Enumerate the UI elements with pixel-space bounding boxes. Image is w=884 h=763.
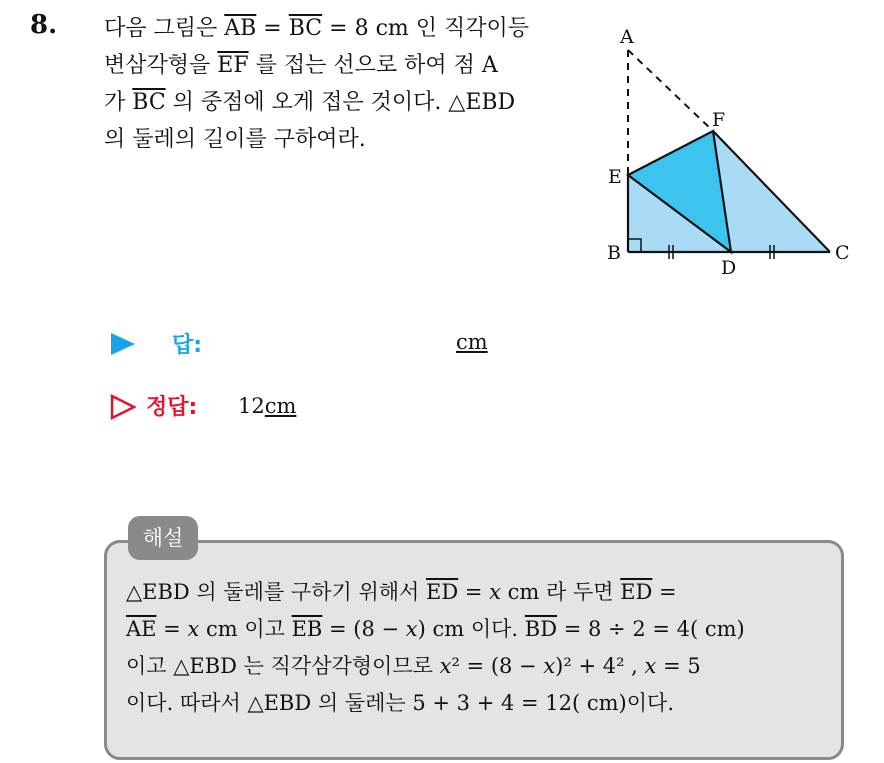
- variable-x: x: [543, 654, 556, 678]
- label-e: E: [608, 166, 622, 188]
- explanation-tab: 해설: [128, 516, 198, 560]
- answer-row: [110, 326, 530, 366]
- label-c: C: [835, 242, 850, 264]
- text: 변삼각형을: [104, 53, 218, 78]
- text: = (8 −: [322, 617, 406, 641]
- correct-answer-number: 12: [238, 394, 265, 418]
- segment-bc: $\overline{BC}$: [288, 16, 323, 41]
- label-f: F: [712, 109, 726, 131]
- text: 이고 △EBD 는 직각삼각형이므로: [126, 654, 440, 678]
- outline-arrow-icon: [110, 394, 136, 420]
- text: ² = (8 −: [451, 654, 544, 678]
- text: =: [256, 16, 289, 41]
- segment-bc: $\overline{BC}$: [132, 90, 166, 115]
- explanation-line-2: [126, 611, 826, 648]
- variable-x: x: [644, 654, 657, 678]
- explanation-line-3: [126, 648, 826, 685]
- question-line-2: [104, 47, 584, 84]
- text: =: [156, 617, 188, 641]
- play-arrow-icon: [110, 332, 136, 356]
- explanation-line-4: 이다. 따라서 △EBD 의 둘레는 5 + 3 + 4 = 12( cm)이다.: [126, 691, 674, 715]
- text: cm 라 두면: [500, 580, 621, 604]
- segment-ed: $\overline{ED}$: [425, 580, 459, 604]
- label-a: A: [620, 26, 634, 48]
- segment-ed: $\overline{ED}$: [620, 580, 653, 604]
- text: =: [458, 580, 490, 604]
- variable-x: x: [187, 617, 200, 641]
- correct-answer-label: 정답:: [146, 395, 198, 420]
- variable-x: x: [439, 654, 452, 678]
- segment-bd: $\overline{BD}$: [524, 617, 558, 641]
- segment-ef: $\overline{EF}$: [217, 53, 249, 78]
- question-line-3: [104, 84, 584, 121]
- variable-x: x: [489, 580, 501, 604]
- variable-x: x: [405, 617, 418, 641]
- correct-answer-unit: cm: [264, 394, 297, 418]
- text: 를 접는 선으로 하여 점 A: [248, 53, 498, 78]
- text: 다음 그림은: [104, 16, 225, 41]
- text: = 8 cm 인 직각이등: [322, 16, 529, 41]
- segment-ae: $\overline{AE}$: [126, 617, 157, 641]
- text: = 5: [656, 654, 701, 678]
- segment-eb: $\overline{EB}$: [291, 617, 323, 641]
- explanation-text: [126, 574, 826, 722]
- text: =: [652, 580, 677, 604]
- answer-label: 답:: [172, 333, 203, 358]
- text: 가: [104, 90, 133, 115]
- text: )² + 4² ,: [555, 654, 645, 678]
- correct-answer-row: [110, 388, 530, 428]
- triangle-figure: [600, 18, 870, 280]
- text: cm 이고: [199, 617, 292, 641]
- segment-ab: $\overline{AB}$: [224, 16, 257, 41]
- explanation-line-1: [126, 574, 826, 611]
- answer-unit: cm: [456, 330, 488, 354]
- dashed-segment-af: [628, 50, 713, 131]
- correct-answer-value: [238, 394, 296, 418]
- question-line-4: 의 둘레의 길이를 구하여라.: [104, 127, 366, 152]
- text: 의 중점에 오게 접은 것이다. △EBD: [165, 90, 516, 115]
- text: ) cm 이다.: [417, 617, 525, 641]
- question-number: 8.: [30, 10, 58, 40]
- label-b: B: [607, 242, 621, 264]
- question-line-1: [104, 10, 584, 47]
- question-text: [104, 10, 584, 158]
- text: △EBD 의 둘레를 구하기 위해서: [126, 580, 426, 604]
- text: = 8 ÷ 2 = 4( cm): [557, 617, 745, 641]
- label-d: D: [721, 257, 737, 279]
